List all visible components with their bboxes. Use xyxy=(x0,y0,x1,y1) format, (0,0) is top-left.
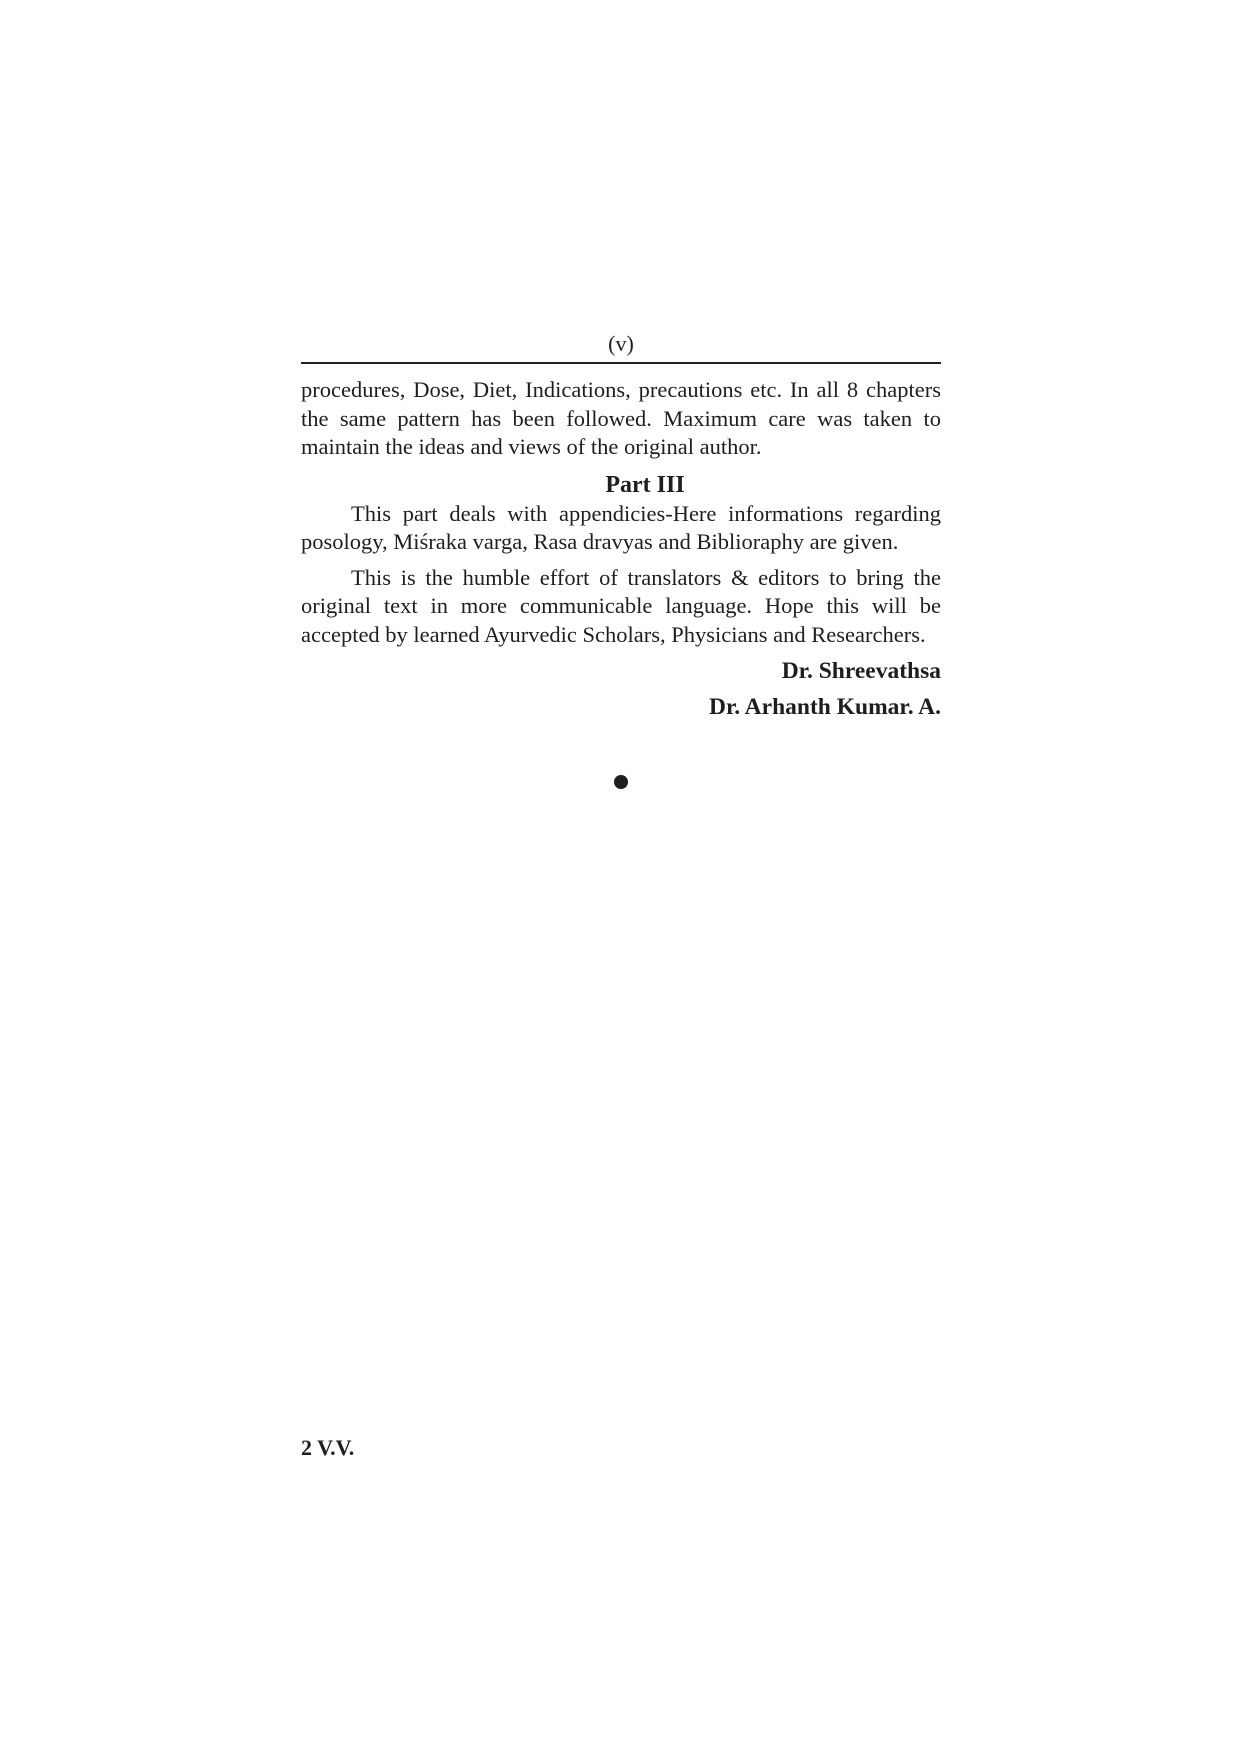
page-number: (v) xyxy=(608,331,634,356)
signatory-1: Dr. Shreevathsa xyxy=(781,658,941,684)
paragraph-continued: procedures, Dose, Diet, Indications, precautions etc. In all 8 chapters the same pattern has been followed. Maximum care was taken to maintain the ideas and views of the original author. xyxy=(301,377,941,459)
main-text xyxy=(301,376,941,722)
section-heading: Part III xyxy=(605,471,685,498)
paragraph-part-three: This part deals with appendicies-Here informations regarding posology, Miśraka varga, Rasa dravyas and Biblioraphy are given. xyxy=(301,500,941,554)
printer-signature-mark: 2 V.V. xyxy=(301,1435,355,1460)
end-bullet-icon xyxy=(614,775,628,789)
paragraph-effort: This is the humble effort of translators & editors to bring the original text in more communicable language. Hope this will be accepted by learned Ayurvedic Scholars, Physicians and Researchers. xyxy=(301,564,941,647)
signatory-2: Dr. Arhanth Kumar. A. xyxy=(708,694,941,720)
header-rule xyxy=(301,362,941,364)
